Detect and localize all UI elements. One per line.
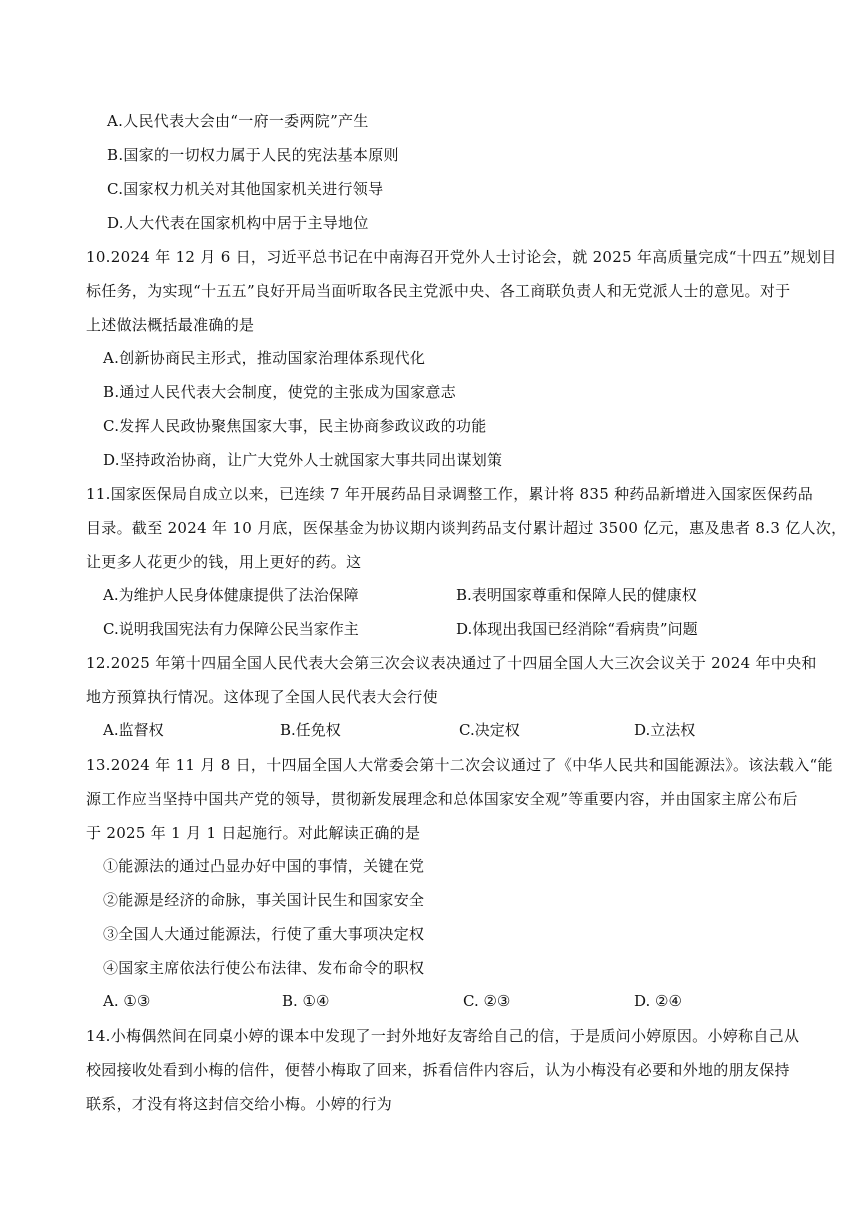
q10-option-b: B.通过人民代表大会制度，使党的主张成为国家意志 <box>103 383 456 401</box>
q13-option-b: B. ①④ <box>282 992 330 1010</box>
q11-option-d: D.体现出我国已经消除“看病贵”问题 <box>456 620 698 638</box>
q13-stem-line-1: 13.2024 年 11 月 8 日，十四届全国人大常委会第十二次会议通过了《中华人民共和国能源法》。该法载入“能 <box>86 756 833 774</box>
q13-stem-line-2: 源工作应当坚持中国共产党的领导，贯彻新发展理念和总体国家安全观”等重要内容，并由国家主席公布后 <box>86 790 798 808</box>
q14-stem-line-2: 校园接收处看到小梅的信件，便替小梅取了回来，拆看信件内容后，认为小梅没有必要和外地的朋友保持 <box>86 1061 790 1079</box>
q9-option-c: C.国家权力机关对其他国家机关进行领导 <box>107 180 384 198</box>
q13-statement-4: ④国家主席依法行使公布法律、发布命令的职权 <box>103 959 425 977</box>
q10-stem-line-1: 10.2024 年 12 月 6 日，习近平总书记在中南海召开党外人士讨论会，就 2025 年高质量完成“十四五”规划目 <box>86 248 837 266</box>
q11-stem-line-2: 目录。截至 2024 年 10 月底，医保基金为协议期内谈判药品支付累计超过 3500 亿元，惠及患者 8.3 亿人次， <box>86 519 847 537</box>
q11-option-c: C.说明我国宪法有力保障公民当家作主 <box>103 620 359 638</box>
q12-stem-line-1: 12.2025 年第十四届全国人民代表大会第三次会议表决通过了十四届全国人大三次会议关于 2024 年中央和 <box>86 654 817 672</box>
q11-stem-line-3: 让更多人花更少的钱，用上更好的药。这 <box>86 553 362 571</box>
q14-stem-line-1: 14.小梅偶然间在同桌小婷的课本中发现了一封外地好友寄给自己的信，于是质问小婷原因。小婷称自己从 <box>86 1027 800 1045</box>
q13-statement-3: ③全国人大通过能源法，行使了重大事项决定权 <box>103 925 425 943</box>
q13-stem-line-3: 于 2025 年 1 月 1 日起施行。对此解读正确的是 <box>86 824 421 842</box>
q13-option-c: C. ②③ <box>463 992 511 1010</box>
q11-option-a: A.为维护人民身体健康提供了法治保障 <box>103 586 359 604</box>
q12-option-d: D.立法权 <box>634 721 696 739</box>
q11-option-b: B.表明国家尊重和保障人民的健康权 <box>456 586 697 604</box>
q10-stem-line-2: 标任务，为实现“十五五”良好开局当面听取各民主党派中央、各工商联负责人和无党派人士的意见。对于 <box>86 282 791 300</box>
q13-option-d: D. ②④ <box>634 992 682 1010</box>
q13-statement-1: ①能源法的通过凸显办好中国的事情，关键在党 <box>103 857 425 875</box>
q10-stem-line-3: 上述做法概括最准确的是 <box>86 316 255 334</box>
q14-stem-line-3: 联系，才没有将这封信交给小梅。小婷的行为 <box>86 1095 393 1113</box>
q11-stem-line-1: 11.国家医保局自成立以来，已连续 7 年开展药品目录调整工作，累计将 835 种药品新增进入国家医保药品 <box>86 485 814 503</box>
q13-option-a: A. ①③ <box>103 992 151 1010</box>
q10-option-c: C.发挥人民政协聚焦国家大事，民主协商参政议政的功能 <box>103 417 487 435</box>
q12-stem-line-2: 地方预算执行情况。这体现了全国人民代表大会行使 <box>86 688 438 706</box>
q12-option-a: A.监督权 <box>103 721 164 739</box>
q10-option-a: A.创新协商民主形式，推动国家治理体系现代化 <box>103 349 426 367</box>
q10-option-d: D.坚持政治协商，让广大党外人士就国家大事共同出谋划策 <box>103 451 503 469</box>
q13-statement-2: ②能源是经济的命脉，事关国计民生和国家安全 <box>103 891 425 909</box>
q12-option-c: C.决定权 <box>459 721 520 739</box>
q9-option-b: B.国家的一切权力属于人民的宪法基本原则 <box>107 146 399 164</box>
q9-option-d: D.人大代表在国家机构中居于主导地位 <box>107 214 369 232</box>
q9-option-a: A.人民代表大会由“一府一委两院”产生 <box>107 112 369 130</box>
q12-option-b: B.任免权 <box>280 721 341 739</box>
